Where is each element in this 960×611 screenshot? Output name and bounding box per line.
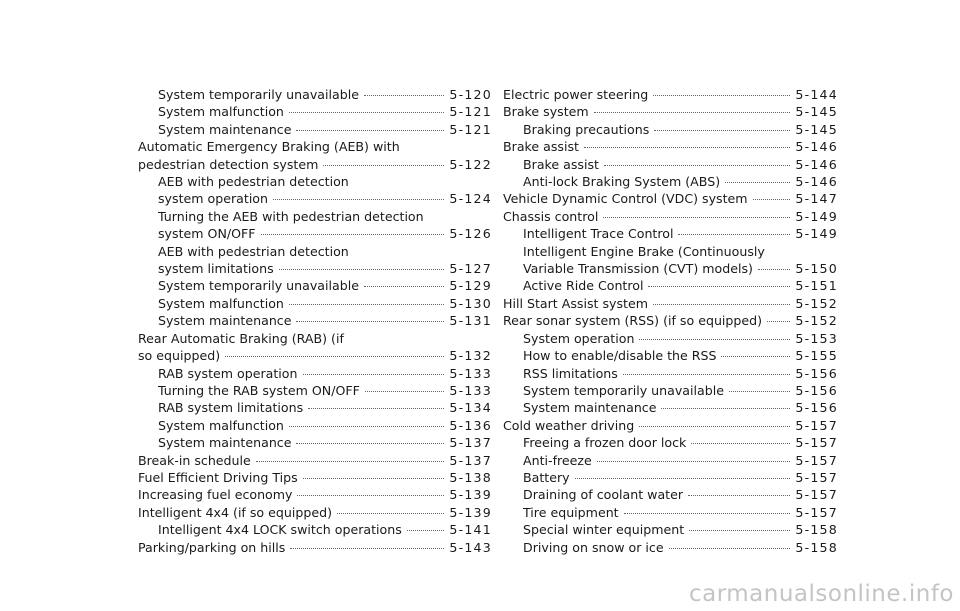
toc-entry-line — [523, 521, 838, 538]
toc-entry-line — [503, 103, 838, 120]
dot-leader — [623, 374, 791, 375]
dot-leader — [364, 95, 444, 96]
toc-entry-title: Rear Automatic Braking (RAB) (if — [138, 330, 344, 346]
toc-entry-title: Intelligent Engine Brake (Continuously — [523, 243, 765, 259]
toc-entry-title: Brake assist — [503, 139, 579, 155]
toc-entry — [503, 382, 838, 399]
toc-entry-line — [503, 312, 838, 329]
toc-entry-line — [158, 399, 492, 416]
toc-column-left — [138, 86, 492, 556]
toc-entry-title: so equipped) — [138, 348, 221, 364]
toc-page-number: 5-137 — [449, 435, 492, 451]
toc-entry-title: Turning the AEB with pedestrian detection — [158, 208, 424, 224]
toc-entry-title: System malfunction — [158, 104, 284, 120]
dot-leader — [597, 461, 791, 462]
toc-entry-line — [138, 156, 492, 173]
toc-entry-line — [523, 382, 838, 399]
toc-page-number: 5-156 — [795, 365, 838, 381]
toc-page-number: 5-127 — [449, 261, 492, 277]
toc-entry — [138, 521, 492, 538]
toc-entry — [503, 295, 838, 312]
toc-page-number: 5-157 — [795, 487, 838, 503]
toc-page-number: 5-157 — [795, 435, 838, 451]
toc-entry-line — [138, 138, 492, 155]
toc-page-number: 5-121 — [449, 121, 492, 137]
dot-leader — [296, 321, 444, 322]
toc-entry-title: Intelligent Trace Control — [523, 226, 674, 242]
toc-entry — [138, 208, 492, 243]
toc-entry — [138, 312, 492, 329]
dot-leader — [575, 478, 791, 479]
toc-entry — [503, 156, 838, 173]
toc-entry-title: Brake system — [503, 104, 589, 120]
toc-page-number: 5-157 — [795, 469, 838, 485]
toc-entry-title: Rear sonar system (RSS) (if so equipped) — [503, 313, 763, 329]
dot-leader — [407, 530, 445, 531]
toc-entry-title: Draining of coolant water — [523, 487, 684, 503]
toc-entry-line — [158, 260, 492, 277]
dot-leader — [653, 304, 790, 305]
toc-entry — [503, 539, 838, 556]
toc-page-number: 5-143 — [449, 539, 492, 555]
toc-entry-line — [523, 486, 838, 503]
toc-page-number: 5-150 — [795, 261, 838, 277]
toc-entry — [138, 539, 492, 556]
toc-entry — [503, 365, 838, 382]
dot-leader — [594, 112, 791, 113]
toc-entry-line — [158, 225, 492, 242]
dot-leader — [289, 426, 444, 427]
toc-entry — [503, 330, 838, 347]
toc-entry-line — [503, 208, 838, 225]
dot-leader — [688, 495, 790, 496]
toc-entry-title: Active Ride Control — [523, 278, 644, 294]
toc-page-number: 5-129 — [449, 278, 492, 294]
toc-page-number: 5-157 — [795, 417, 838, 433]
toc-page-number: 5-133 — [449, 365, 492, 381]
toc-entry-title: RSS limitations — [523, 365, 618, 381]
dot-leader — [225, 356, 444, 357]
watermark: carmanualsonline.info — [688, 581, 954, 607]
toc-entry-title: System malfunction — [158, 417, 284, 433]
toc-entry-title: System maintenance — [158, 121, 292, 137]
toc-entry-title: Chassis control — [503, 208, 599, 224]
toc-entry — [138, 330, 492, 365]
toc-entry — [503, 452, 838, 469]
toc-entry-title: System maintenance — [158, 435, 292, 451]
toc-entry-line — [158, 277, 492, 294]
toc-entry-line — [158, 208, 492, 225]
toc-entry-line — [523, 156, 838, 173]
toc-entry-line — [523, 173, 838, 190]
toc-entry — [138, 434, 492, 451]
toc-entry — [138, 243, 492, 278]
toc-entry-title: Fuel Efficient Driving Tips — [138, 469, 298, 485]
toc-entry-line — [523, 347, 838, 364]
toc-entry — [138, 399, 492, 416]
toc-entry — [503, 312, 838, 329]
toc-entry-title: AEB with pedestrian detection — [158, 243, 349, 259]
toc-entry-line — [138, 452, 492, 469]
toc-page-number: 5-147 — [795, 191, 838, 207]
toc-page-number: 5-151 — [795, 278, 838, 294]
dot-leader — [279, 269, 445, 270]
toc-entry — [503, 121, 838, 138]
toc-page-number: 5-139 — [449, 504, 492, 520]
toc-entry-title: System maintenance — [523, 400, 657, 416]
toc-page-number: 5-131 — [449, 313, 492, 329]
toc-entry-line — [523, 365, 838, 382]
toc-entry-title: Brake assist — [523, 156, 599, 172]
toc-entry-title: RAB system limitations — [158, 400, 304, 416]
dot-leader — [624, 513, 791, 514]
toc-entry-title: Turning the RAB system ON/OFF — [158, 382, 360, 398]
toc-entry — [138, 486, 492, 503]
toc-entry-title: System temporarily unavailable — [158, 87, 359, 102]
toc-entry-line — [523, 452, 838, 469]
toc-entry-title: Automatic Emergency Braking (AEB) with — [138, 139, 400, 155]
toc-entry — [503, 504, 838, 521]
toc-page-number: 5-145 — [795, 104, 838, 120]
toc-entry-title: How to enable/disable the RSS — [523, 348, 717, 364]
toc-entry-line — [158, 312, 492, 329]
dot-leader — [753, 199, 791, 200]
toc-entry-line — [158, 173, 492, 190]
toc-entry-line — [523, 225, 838, 242]
toc-entry-line — [503, 138, 838, 155]
toc-page-number: 5-155 — [795, 348, 838, 364]
toc-page-number: 5-158 — [795, 522, 838, 538]
dot-leader — [678, 234, 790, 235]
toc-entry-line — [158, 434, 492, 451]
dot-leader — [758, 269, 790, 270]
toc-page-number: 5-145 — [795, 121, 838, 137]
toc-entry-line — [503, 417, 838, 434]
toc-entry-line — [523, 277, 838, 294]
toc-entry-title: System operation — [523, 330, 635, 346]
toc-entry-line — [158, 382, 492, 399]
dot-leader — [721, 356, 790, 357]
toc-page-number: 5-134 — [449, 400, 492, 416]
toc-entry-line — [138, 504, 492, 521]
dot-leader — [289, 304, 444, 305]
toc-page-number: 5-141 — [449, 522, 492, 538]
toc-entry — [503, 399, 838, 416]
toc-entry-line — [158, 190, 492, 207]
dot-leader — [364, 286, 444, 287]
toc-page-number: 5-122 — [449, 156, 492, 172]
toc-entry — [138, 86, 492, 103]
toc-entry-title: System malfunction — [158, 295, 284, 311]
toc-page-number: 5-121 — [449, 104, 492, 120]
toc-entry-title: system ON/OFF — [158, 226, 256, 242]
dot-leader — [261, 234, 445, 235]
toc-entry-title: Tire equipment — [523, 504, 619, 520]
toc-entry-title: Anti-freeze — [523, 452, 592, 468]
toc-entry-line — [523, 121, 838, 138]
toc-page-number: 5-157 — [795, 452, 838, 468]
toc-entry-line — [523, 399, 838, 416]
toc-entry — [503, 208, 838, 225]
toc-page-number: 5-126 — [449, 226, 492, 242]
toc-entry-title: system operation — [158, 191, 268, 207]
dot-leader — [584, 147, 790, 148]
toc-entry-line — [158, 103, 492, 120]
dot-leader — [303, 478, 445, 479]
toc-entry-line — [158, 365, 492, 382]
toc-entry-line — [138, 347, 492, 364]
dot-leader — [654, 130, 790, 131]
toc-entry — [138, 417, 492, 434]
dot-leader — [691, 443, 790, 444]
toc-entry-line — [523, 504, 838, 521]
dot-leader — [296, 130, 444, 131]
toc-entry-title: Battery — [523, 469, 570, 485]
dot-leader — [365, 391, 445, 392]
toc-entry-title: Hill Start Assist system — [503, 295, 649, 311]
toc-entry — [503, 469, 838, 486]
toc-entry-line — [523, 469, 838, 486]
toc-entry — [503, 86, 838, 103]
toc-page-number: 5-139 — [449, 487, 492, 503]
toc-entry-line — [138, 539, 492, 556]
toc-entry — [138, 504, 492, 521]
dot-leader — [290, 548, 444, 549]
toc-entry — [503, 138, 838, 155]
dot-leader — [603, 217, 790, 218]
dot-leader — [648, 286, 790, 287]
toc-entry-title: System maintenance — [158, 313, 292, 329]
toc-page-number: 5-152 — [795, 295, 838, 311]
toc-page-number: 5-153 — [795, 330, 838, 346]
toc-entry — [503, 243, 838, 278]
toc-entry-title: System temporarily unavailable — [158, 278, 359, 294]
toc-entry — [138, 382, 492, 399]
toc-page-number: 5-158 — [795, 539, 838, 555]
toc-entry-title: Intelligent 4x4 LOCK switch operations — [158, 522, 402, 538]
dot-leader — [303, 374, 445, 375]
toc-entry-line — [503, 190, 838, 207]
dot-leader — [689, 530, 790, 531]
toc-entry — [503, 173, 838, 190]
dot-leader — [308, 408, 444, 409]
toc-page-number: 5-152 — [795, 313, 838, 329]
toc-page-number: 5-149 — [795, 208, 838, 224]
toc-entry-line — [523, 539, 838, 556]
dot-leader — [296, 443, 444, 444]
toc-page-number: 5-124 — [449, 191, 492, 207]
toc-entry — [503, 521, 838, 538]
toc-entry-title: RAB system operation — [158, 365, 298, 381]
toc-entry-line — [503, 86, 838, 103]
toc-entry-line — [158, 417, 492, 434]
toc-entry — [138, 365, 492, 382]
toc-entry — [138, 277, 492, 294]
toc-entry-line — [523, 260, 838, 277]
toc-entry-title: Freeing a frozen door lock — [523, 435, 687, 451]
toc-entry-title: Increasing fuel economy — [138, 487, 293, 503]
toc-entry-title: System temporarily unavailable — [523, 382, 724, 398]
dot-leader — [323, 165, 444, 166]
toc-entry — [503, 277, 838, 294]
dot-leader — [289, 112, 444, 113]
toc-entry — [503, 103, 838, 120]
toc-entry-line — [158, 243, 492, 260]
toc-page-number: 5-137 — [449, 452, 492, 468]
toc-entry-title: AEB with pedestrian detection — [158, 174, 349, 190]
toc-entry-title: Vehicle Dynamic Control (VDC) system — [503, 191, 748, 207]
toc-entry-line — [523, 434, 838, 451]
toc-entry — [138, 469, 492, 486]
toc-entry-line — [138, 330, 492, 347]
toc-page-number: 5-120 — [449, 87, 492, 102]
toc-entry — [503, 434, 838, 451]
toc-page-number: 5-132 — [449, 348, 492, 364]
toc-entry-line — [138, 469, 492, 486]
toc-entry — [503, 347, 838, 364]
toc-entry-title: system limitations — [158, 261, 274, 277]
toc-page-number: 5-157 — [795, 504, 838, 520]
toc-entry-title: Special winter equipment — [523, 522, 685, 538]
toc-entry-line — [158, 86, 492, 103]
dot-leader — [256, 461, 445, 462]
toc-entry — [503, 190, 838, 207]
toc-entry — [138, 295, 492, 312]
toc-entry-line — [138, 486, 492, 503]
toc-entry-title: Break-in schedule — [138, 452, 251, 468]
toc-entry-title: Driving on snow or ice — [523, 539, 664, 555]
toc-page-number: 5-144 — [795, 87, 838, 102]
dot-leader — [725, 182, 790, 183]
toc-entry-title: Variable Transmission (CVT) models) — [523, 261, 753, 277]
toc-entry — [503, 225, 838, 242]
toc-page-number: 5-133 — [449, 382, 492, 398]
toc-entry — [503, 486, 838, 503]
toc-entry-line — [158, 295, 492, 312]
toc-entry-line — [158, 521, 492, 538]
toc-page-number: 5-146 — [795, 156, 838, 172]
dot-leader — [653, 95, 790, 96]
toc-page-number: 5-136 — [449, 417, 492, 433]
toc-entry-line — [158, 121, 492, 138]
toc-entry-title: Parking/parking on hills — [138, 539, 286, 555]
dot-leader — [639, 426, 790, 427]
dot-leader — [729, 391, 790, 392]
toc-page-number: 5-130 — [449, 295, 492, 311]
dot-leader — [297, 495, 444, 496]
dot-leader — [669, 548, 791, 549]
toc-entry-title: Braking precautions — [523, 121, 650, 137]
dot-leader — [604, 165, 790, 166]
toc-entry-title: Intelligent 4x4 (if so equipped) — [138, 504, 333, 520]
toc-entry — [138, 138, 492, 173]
toc-entry-title: Cold weather driving — [503, 417, 635, 433]
toc-entry — [138, 173, 492, 208]
toc-page-number: 5-146 — [795, 174, 838, 190]
toc-entry — [503, 417, 838, 434]
toc-entry-title: pedestrian detection system — [138, 156, 319, 172]
toc-page-number: 5-156 — [795, 400, 838, 416]
toc-entry-line — [503, 295, 838, 312]
toc-entry-title: Anti-lock Braking System (ABS) — [523, 174, 721, 190]
toc-page-number: 5-146 — [795, 139, 838, 155]
toc-entry-line — [523, 330, 838, 347]
toc-page-number: 5-138 — [449, 469, 492, 485]
toc-entry-title: Electric power steering — [503, 87, 649, 102]
toc-column-right — [503, 86, 838, 556]
dot-leader — [661, 408, 790, 409]
dot-leader — [767, 321, 790, 322]
dot-leader — [337, 513, 444, 514]
dot-leader — [273, 199, 444, 200]
toc-entry — [138, 121, 492, 138]
dot-leader — [639, 339, 790, 340]
toc-entry — [138, 452, 492, 469]
toc-page-number: 5-156 — [795, 382, 838, 398]
toc-page-number: 5-149 — [795, 226, 838, 242]
toc-entry — [138, 103, 492, 120]
toc-entry-line — [523, 243, 838, 260]
